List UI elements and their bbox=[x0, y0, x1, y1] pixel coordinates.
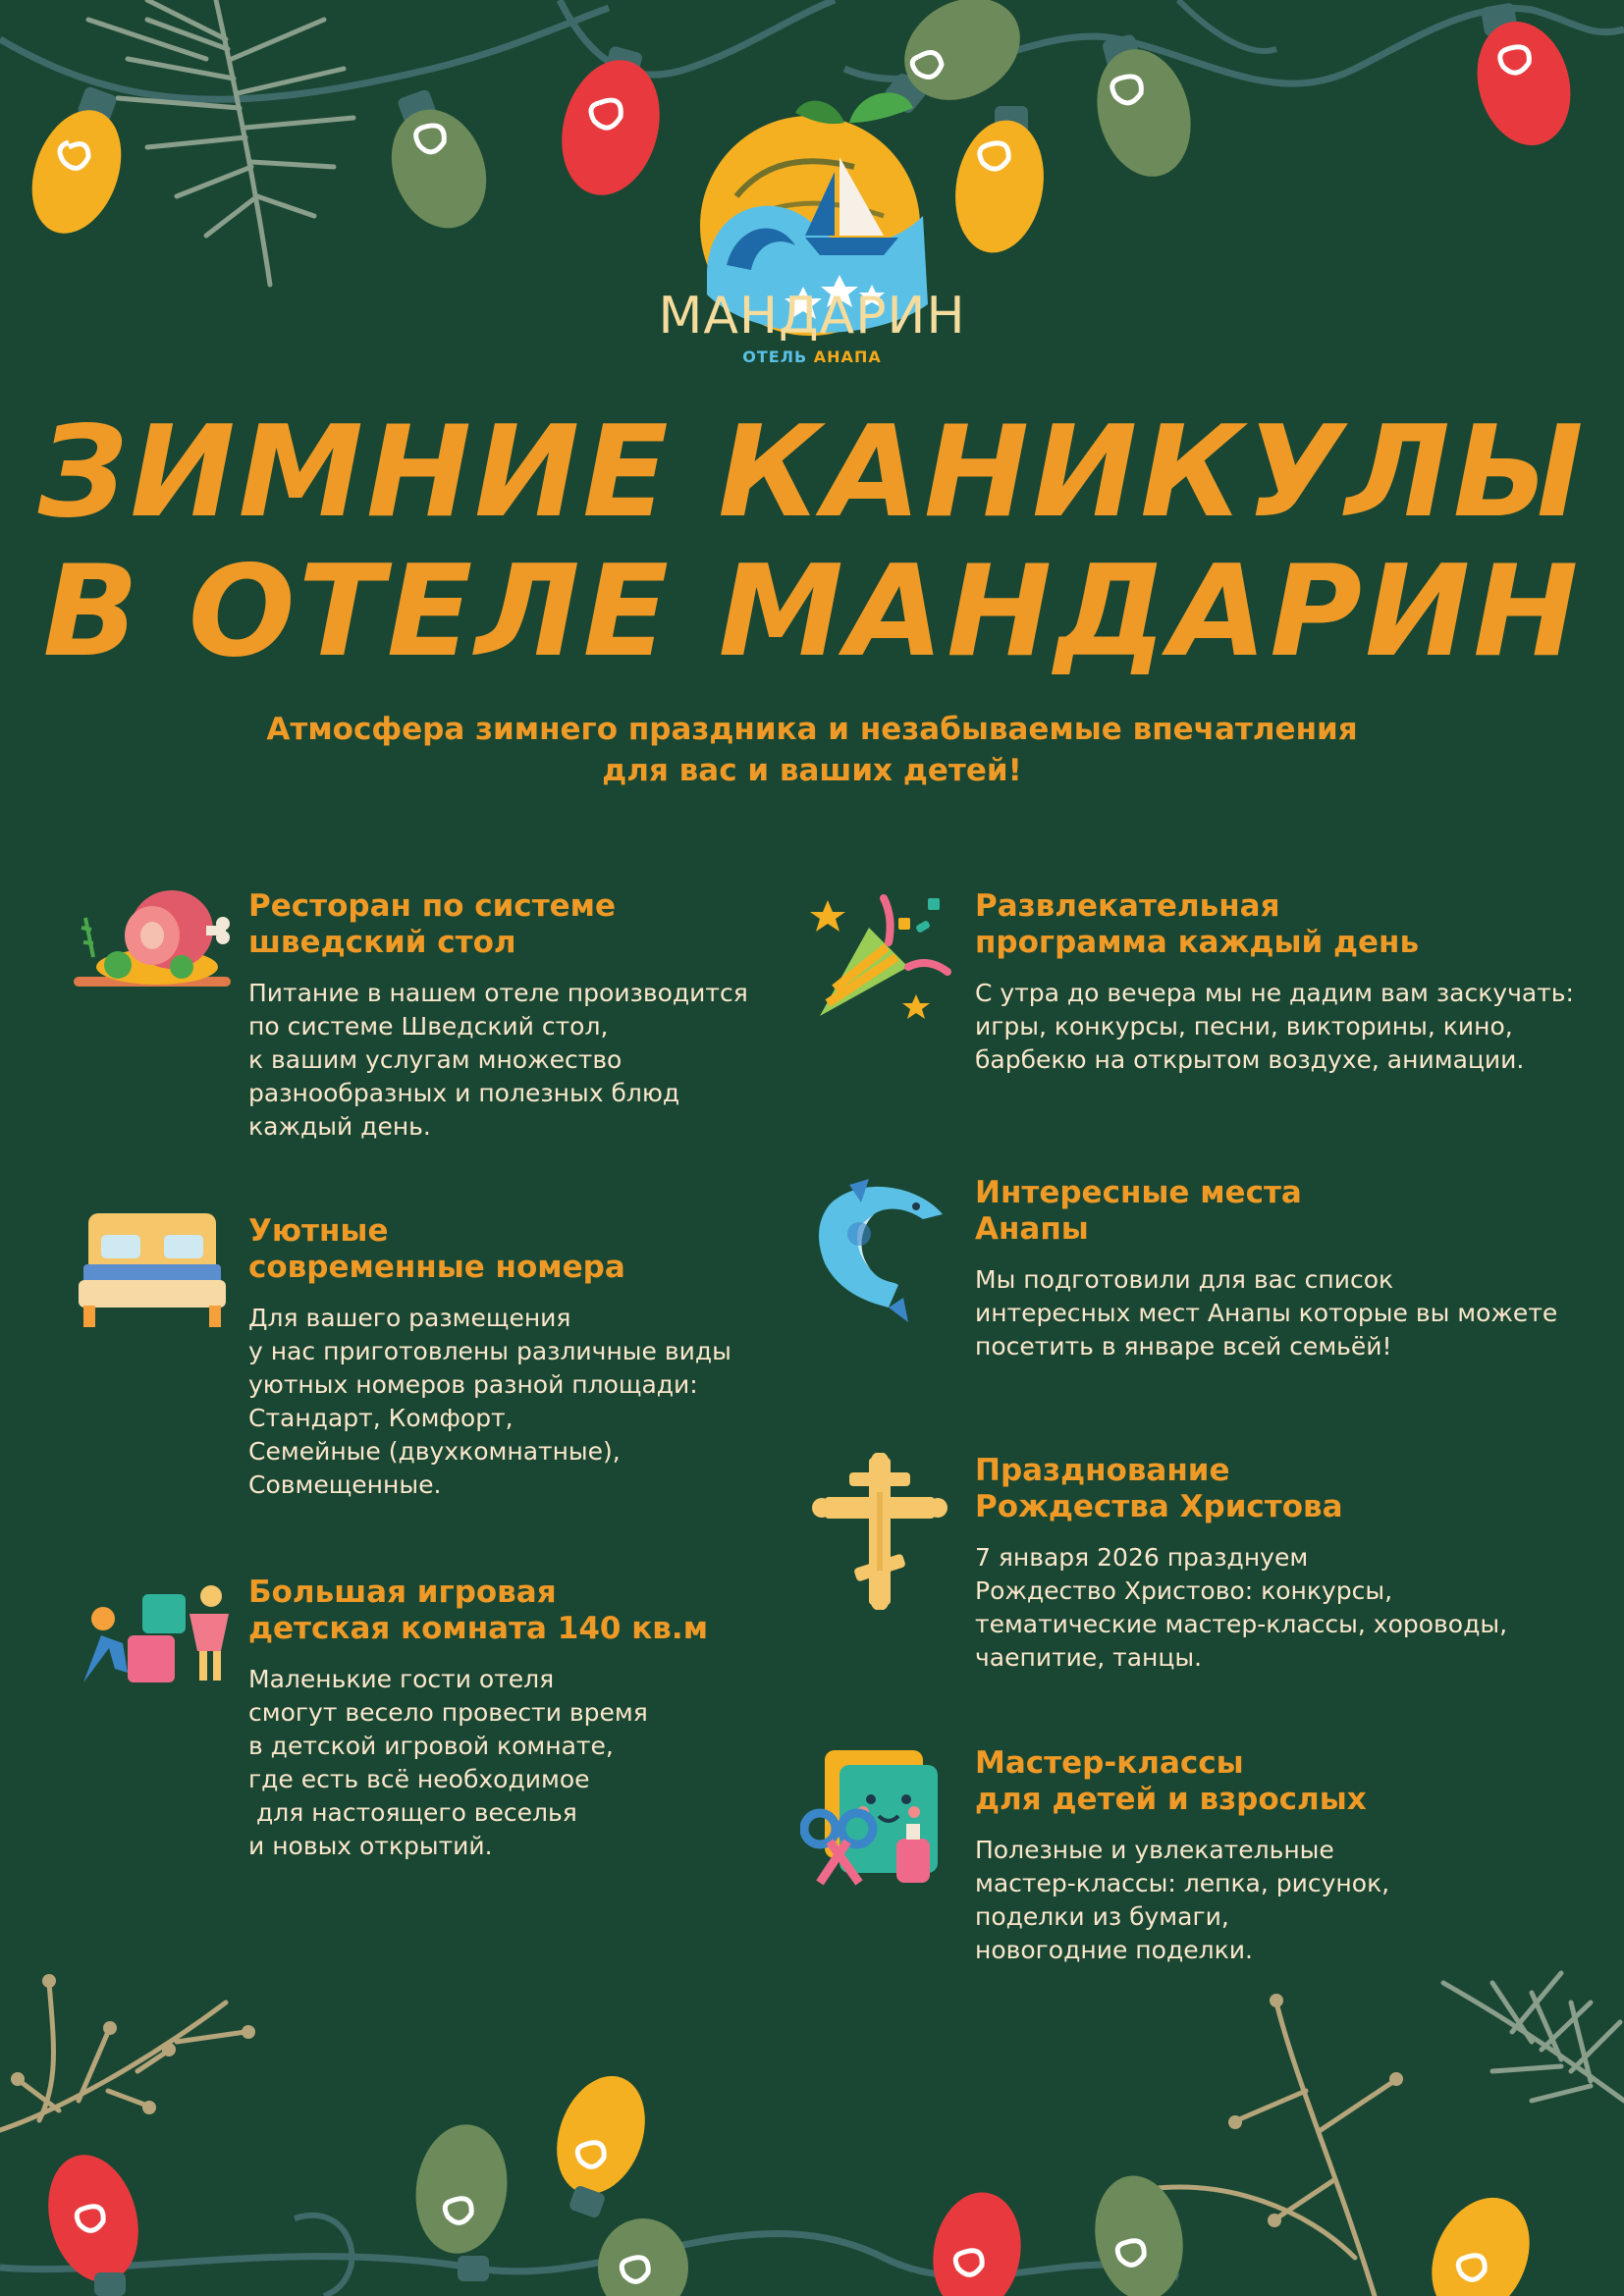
feature-workshops-desc-line: Полезные и увлекательные bbox=[975, 1836, 1334, 1864]
feature-workshops-text bbox=[975, 1745, 1525, 1967]
kids-puzzle-icon bbox=[74, 1575, 231, 1732]
craft-supplies-icon bbox=[800, 1745, 957, 1902]
dolphin-icon bbox=[800, 1175, 957, 1332]
feature-christmas-desc-line: тематические мастер-классы, хороводы, bbox=[975, 1610, 1508, 1638]
feature-places-desc-line: интересных мест Анапы которые вы можете bbox=[975, 1299, 1558, 1327]
feature-restaurant-desc-line: каждый день. bbox=[248, 1112, 431, 1141]
feature-playroom-title-line: Большая игровая bbox=[248, 1575, 557, 1610]
subtitle-line-1: Атмосфера зимнего праздника и незабываемые впечатления bbox=[266, 712, 1358, 747]
feature-playroom-title-line: детская комната 140 кв.м bbox=[248, 1611, 709, 1646]
feature-entertainment-desc-line: С утра до вечера мы не дадим вам заскучать: bbox=[975, 979, 1574, 1007]
feature-places-title-line: Интересные места bbox=[975, 1175, 1302, 1210]
brand-subtitle bbox=[0, 347, 1624, 366]
feature-rooms-desc-line: Стандарт, Комфорт, bbox=[248, 1404, 514, 1432]
feature-restaurant-text bbox=[248, 888, 798, 1144]
feature-places-text bbox=[975, 1175, 1558, 1363]
subtitle-line-2: для вас и ваших детей! bbox=[602, 753, 1022, 788]
feature-workshops-title-line: Мастер-классы bbox=[975, 1745, 1244, 1781]
feature-rooms-title-line: Уютные bbox=[248, 1213, 389, 1249]
feature-rooms-title bbox=[248, 1213, 798, 1286]
headline-line-1: ЗИМНИЕ КАНИКУЛЫ bbox=[37, 400, 1587, 546]
feature-playroom-desc-line: смогут весело провести время bbox=[248, 1698, 648, 1727]
feature-playroom-desc-line: для настоящего веселья bbox=[248, 1798, 577, 1827]
brand-subtitle-word2: АНАПА bbox=[813, 347, 882, 366]
feature-places-title bbox=[975, 1175, 1525, 1248]
feature-workshops-title-line: для детей и взрослых bbox=[975, 1782, 1367, 1817]
feature-workshops-desc-line: новогодние поделки. bbox=[975, 1936, 1253, 1964]
feature-restaurant-description bbox=[248, 977, 798, 1144]
headline-line-2: В ОТЕЛЕ МАНДАРИН bbox=[42, 539, 1582, 685]
feature-entertainment-description bbox=[975, 977, 1574, 1077]
feature-playroom-title bbox=[248, 1575, 798, 1647]
feature-workshops-title bbox=[975, 1745, 1525, 1818]
bottom-garland-decoration bbox=[0, 1944, 1624, 2296]
feature-places-title-line: Анапы bbox=[975, 1211, 1089, 1247]
feature-entertainment-desc-line: барбекю на открытом воздухе, анимации. bbox=[975, 1045, 1525, 1074]
feature-restaurant-desc-line: по системе Шведский стол, bbox=[248, 1012, 609, 1041]
feature-restaurant-desc-line: разнообразных и полезных блюд bbox=[248, 1079, 680, 1107]
orthodox-cross-icon bbox=[800, 1453, 957, 1610]
feature-entertainment-title bbox=[975, 888, 1525, 961]
feature-christmas-desc-line: Рождество Христово: конкурсы, bbox=[975, 1576, 1393, 1605]
feature-restaurant-desc-line: Питание в нашем отеле производится bbox=[248, 979, 748, 1007]
feature-restaurant-desc-line: к вашим услугам множество bbox=[248, 1045, 623, 1074]
feature-christmas-desc-line: 7 января 2026 празднуем bbox=[975, 1543, 1309, 1572]
feature-workshops-desc-line: поделки из бумаги, bbox=[975, 1902, 1229, 1931]
feature-places-desc-line: Мы подготовили для вас список bbox=[975, 1265, 1394, 1294]
feature-christmas-title-line: Рождества Христова bbox=[975, 1489, 1343, 1524]
feature-restaurant-title bbox=[248, 888, 798, 961]
feature-entertainment-title-line: Развлекательная bbox=[975, 888, 1280, 924]
feature-playroom-desc-line: и новых открытий. bbox=[248, 1832, 493, 1860]
bed-icon bbox=[74, 1213, 231, 1370]
feature-playroom-desc-line: где есть всё необходимое bbox=[248, 1765, 590, 1793]
feature-rooms-desc-line: у нас приготовлены различные виды bbox=[248, 1337, 731, 1365]
party-popper-icon bbox=[800, 888, 957, 1045]
feature-rooms-description bbox=[248, 1302, 798, 1502]
feature-rooms-desc-line: Совмещенные. bbox=[248, 1470, 442, 1499]
subtitle bbox=[0, 709, 1624, 791]
feature-playroom-desc-line: Маленькие гости отеля bbox=[248, 1665, 555, 1693]
feature-rooms-desc-line: Семейные (двухкомнатные), bbox=[248, 1437, 621, 1466]
feature-rooms-desc-line: Для вашего размещения bbox=[248, 1304, 571, 1332]
feature-rooms-text bbox=[248, 1213, 798, 1502]
feature-restaurant-title-line: шведский стол bbox=[248, 925, 516, 960]
feature-workshops-desc-line: мастер-классы: лепка, рисунок, bbox=[975, 1869, 1390, 1897]
feature-entertainment-title-line: программа каждый день bbox=[975, 925, 1420, 960]
feature-christmas-description bbox=[975, 1541, 1525, 1675]
brand-subtitle-word1: ОТЕЛЬ bbox=[742, 347, 808, 366]
feature-christmas-title bbox=[975, 1453, 1525, 1525]
feature-entertainment-text bbox=[975, 888, 1574, 1077]
feature-playroom-desc-line: в детской игровой комнате, bbox=[248, 1732, 614, 1760]
feature-christmas-text bbox=[975, 1453, 1525, 1675]
feature-places-desc-line: посетить в январе всей семьёй! bbox=[975, 1332, 1392, 1361]
feature-christmas-title-line: Празднование bbox=[975, 1453, 1230, 1488]
feature-rooms-desc-line: уютных номеров разной площади: bbox=[248, 1370, 698, 1399]
feature-christmas-desc-line: чаепитие, танцы. bbox=[975, 1643, 1203, 1672]
brand-name: МАНДАРИН bbox=[658, 287, 966, 346]
feature-playroom-text bbox=[248, 1575, 798, 1863]
feature-restaurant-title-line: Ресторан по системе bbox=[248, 888, 617, 924]
feature-playroom-description bbox=[248, 1663, 798, 1863]
buffet-food-icon bbox=[74, 888, 231, 1045]
feature-rooms-title-line: современные номера bbox=[248, 1250, 625, 1285]
feature-places-description bbox=[975, 1263, 1558, 1363]
feature-entertainment-desc-line: игры, конкурсы, песни, викторины, кино, bbox=[975, 1012, 1513, 1041]
